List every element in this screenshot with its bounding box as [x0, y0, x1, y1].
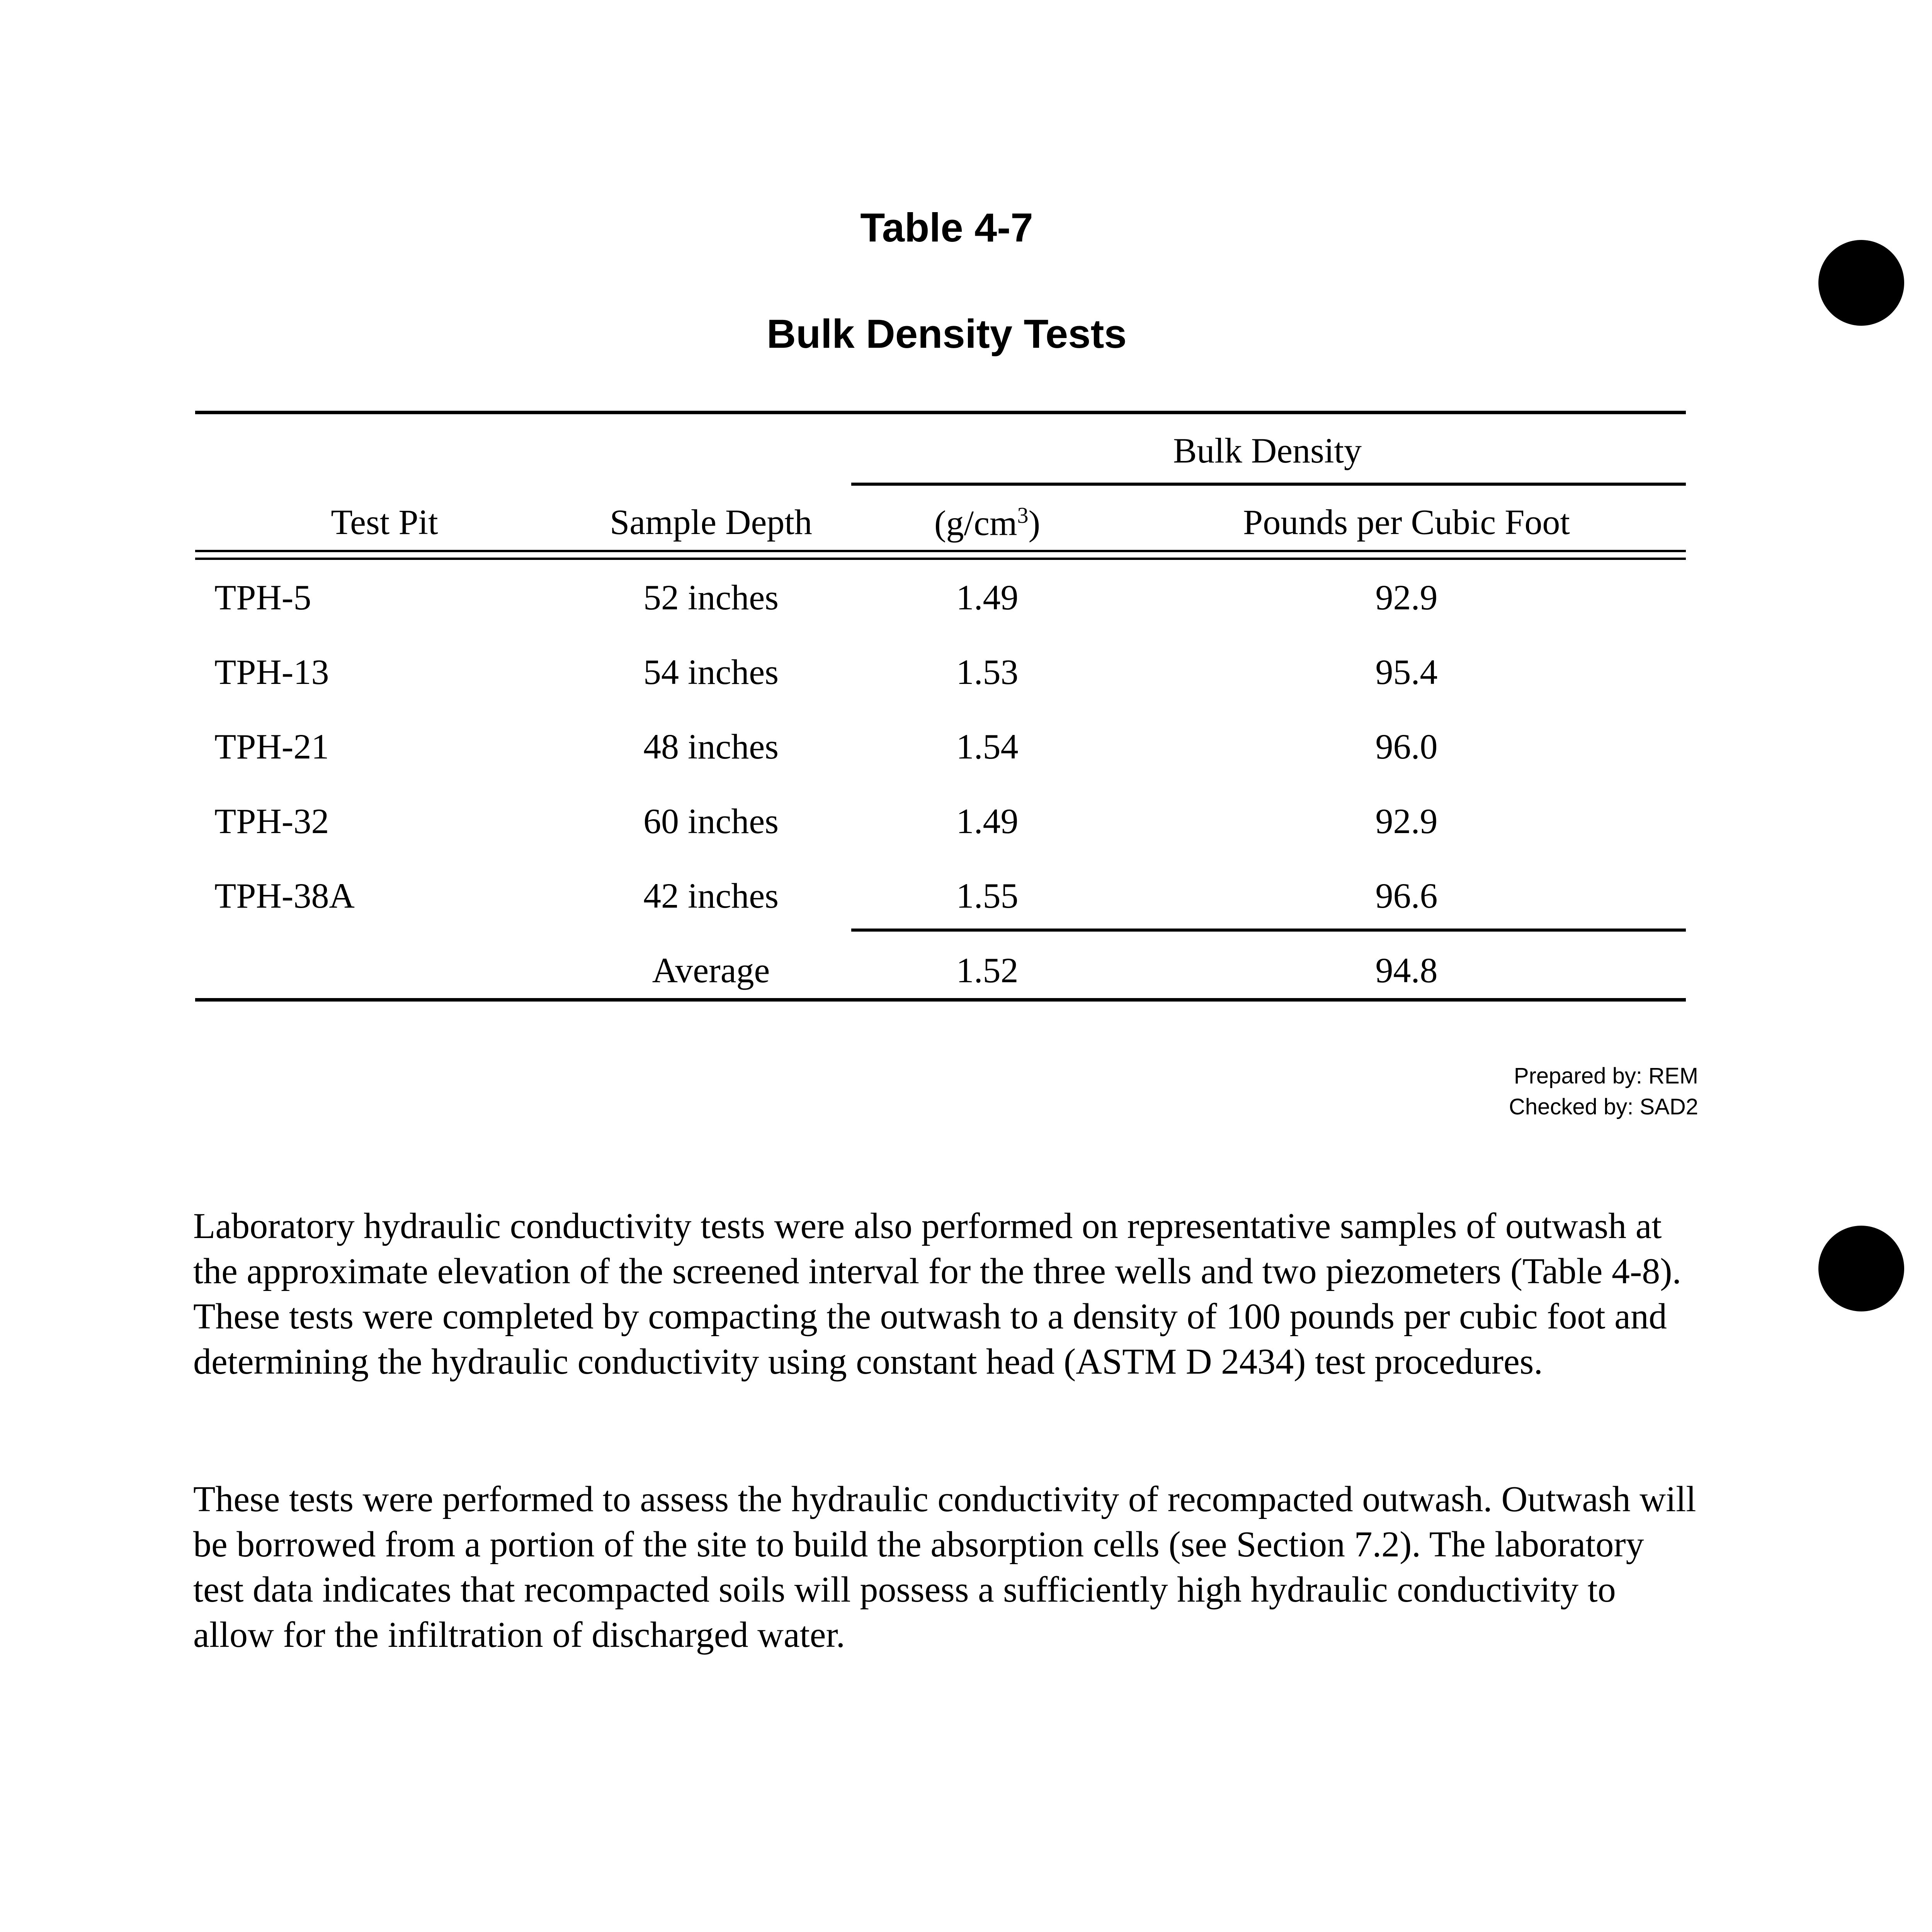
header-pounds-per-cubic-foot: Pounds per Cubic Foot [1243, 502, 1570, 542]
cell-pcf: 96.6 [1375, 876, 1438, 915]
table-title: Bulk Density Tests [767, 311, 1127, 357]
cell-sample-depth: 60 inches [643, 801, 779, 841]
cell-sample-depth: 42 inches [643, 876, 779, 915]
bulk-density-group-rule [851, 483, 1686, 486]
prepared-checked-block [1509, 1061, 1698, 1122]
table-top-rule [195, 411, 1686, 414]
cell-test-pit: TPH-38A [214, 876, 355, 915]
cell-gcm3: 1.49 [956, 578, 1019, 617]
cell-pcf: 92.9 [1375, 578, 1438, 617]
header-test-pit: Test Pit [331, 502, 438, 542]
cell-test-pit: TPH-32 [214, 801, 329, 841]
superscript-3: 3 [1017, 503, 1029, 528]
cell-sample-depth: 52 inches [643, 578, 779, 617]
cell-test-pit: TPH-13 [214, 652, 329, 692]
header-gcm3: $(g/cm^3)$ [934, 503, 1041, 543]
binder-hole-middle [1818, 1226, 1904, 1311]
cell-pcf: 96.0 [1375, 727, 1438, 766]
table-number: Table 4-7 [860, 205, 1033, 250]
cell-gcm3: 1.55 [956, 876, 1019, 915]
cell-test-pit: TPH-5 [214, 578, 311, 617]
body-paragraph-1: Laboratory hydraulic conductivity tests were also performed on representative samples of outwash at the approximate elevation of the screened interval for the three wells and two piezometers (Table 4-8). These tests were completed by compacting the outwash to a density of 100 pounds per cubic foot and determining the hydraulic conductivity using constant head (ASTM D 2434) test procedures. [193, 1206, 1682, 1382]
cell-pcf: 95.4 [1375, 652, 1438, 692]
cell-gcm3: 1.53 [956, 652, 1019, 692]
table-bottom-rule [195, 998, 1686, 1002]
header-sample-depth: Sample Depth [610, 502, 812, 542]
cell-sample-depth: 54 inches [643, 652, 779, 692]
average-gcm3: 1.52 [956, 951, 1019, 990]
average-label: Average [652, 951, 770, 990]
prepared-by: Prepared by: REM [1514, 1063, 1698, 1088]
cell-gcm3: 1.54 [956, 727, 1019, 766]
header-double-rule-top [195, 550, 1686, 552]
average-pcf: 94.8 [1375, 951, 1438, 990]
cell-sample-depth: 48 inches [643, 727, 779, 766]
header-double-rule-bottom [195, 558, 1686, 560]
cell-pcf: 92.9 [1375, 801, 1438, 841]
body-paragraph-2: These tests were performed to assess the hydraulic conductivity of recompacted outwash. Outwash will be borrowed from a portion of the site to build the absorption cells (see Section 7.2). The laboratory test data indicates that recompacted soils will possess a sufficiently high hydraulic conductivity to allow for the infiltration of discharged water. [193, 1479, 1696, 1655]
cell-gcm3: 1.49 [956, 801, 1019, 841]
header-bulk-density: Bulk Density [1173, 431, 1362, 470]
checked-by: Checked by: SAD2 [1509, 1094, 1698, 1119]
cell-test-pit: TPH-21 [214, 727, 329, 766]
average-rule [851, 929, 1686, 932]
